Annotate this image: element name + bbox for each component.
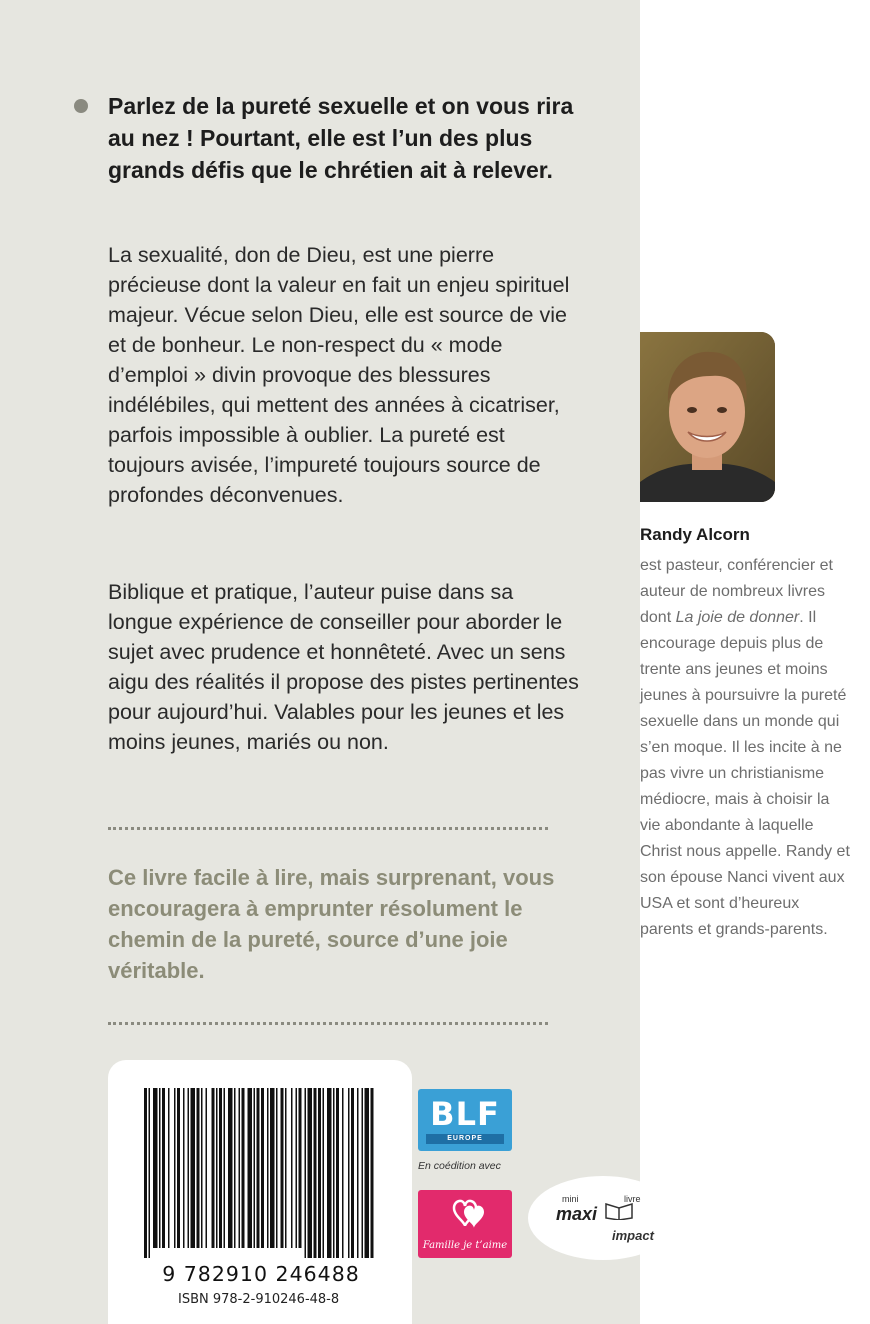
barcode-bar	[257, 1088, 260, 1248]
barcode-bar	[224, 1088, 226, 1248]
barcode-bar	[201, 1088, 203, 1248]
author-bio-start: est pasteur, conférencier et auteur de nombreux livres dont	[640, 557, 833, 626]
author-bio-end: . Il encourage depuis plus de trente ans jeunes et moins jeunes à poursuivre la pureté sexuelle dans un monde qui s’en moque. Il les incite à ne pas vivre un christianisme médiocre, mais à choisir la vie abondante à laquelle Christ nous appelle. Randy et son épouse Nanci vivent aux USA et sont d’heureux parents et grands-parents.	[640, 609, 850, 938]
barcode-bar	[248, 1088, 253, 1248]
series-logo-mini: mini	[562, 1194, 579, 1204]
barcode-bar	[177, 1088, 180, 1248]
barcode-bar	[291, 1088, 293, 1248]
barcode-bar	[219, 1088, 222, 1248]
barcode-bar	[365, 1088, 370, 1258]
dotted-divider	[108, 827, 548, 830]
barcode-bar	[261, 1088, 264, 1248]
series-logo	[528, 1176, 678, 1260]
author-photo	[640, 332, 775, 502]
barcode-bar	[216, 1088, 218, 1248]
barcode-bar	[206, 1088, 208, 1248]
barcode-bar	[270, 1088, 275, 1248]
barcode-bar	[362, 1088, 364, 1258]
famille-logo	[418, 1190, 512, 1258]
barcode-bar	[228, 1088, 233, 1248]
barcode-bar	[168, 1088, 170, 1248]
barcode-bar	[342, 1088, 344, 1258]
barcode-bar	[144, 1088, 147, 1258]
barcode-bar	[318, 1088, 321, 1258]
barcode-bar	[254, 1088, 256, 1248]
barcode-bar	[162, 1088, 165, 1248]
barcode-bar	[281, 1088, 284, 1248]
description-paragraph-1: La sexualité, don de Dieu, est une pierre précieuse dont la valeur en fait un enjeu spirituel majeur. Vécue selon Dieu, elle est source de vie et de bonheur. Le non-respect du « mode d’emploi » divin provoque des blessures indélébiles, qui mettent des années à cicatriser, parfois impossible à oublier. La pureté est toujours avisée, l’impureté toujours source de profondes déconvenues.	[108, 243, 570, 507]
barcode-area	[108, 1060, 412, 1324]
highlight-text: Ce livre facile à lire, mais surprenant, vous encouragera à emprunter résolument le chemin de la pureté, source d’une joie véritable.	[108, 865, 555, 983]
ean-number: 9 782910 246488	[162, 1262, 360, 1286]
barcode-bar	[371, 1088, 374, 1258]
blf-logo-subtext: EUROPE	[426, 1134, 504, 1144]
barcode-bar	[348, 1088, 350, 1258]
barcode-bar	[188, 1088, 190, 1248]
barcode-bar	[234, 1088, 236, 1248]
barcode-bar	[153, 1088, 158, 1248]
barcode	[142, 1088, 378, 1258]
book-title: La joie de donner	[675, 609, 800, 626]
barcode-bar	[267, 1088, 269, 1248]
series-logo-livre: livre	[624, 1194, 641, 1204]
barcode-bar	[299, 1088, 302, 1248]
blf-logo	[418, 1089, 512, 1151]
barcode-bar	[159, 1088, 161, 1248]
barcode-bar	[333, 1088, 335, 1258]
isbn-number: ISBN 978-2-910246-48-8	[178, 1292, 340, 1307]
barcode-bar	[308, 1088, 313, 1258]
hearts-icon	[418, 1190, 512, 1240]
barcode-bar	[174, 1088, 176, 1248]
barcode-bar	[197, 1088, 200, 1248]
barcode-bar	[149, 1088, 151, 1258]
author-portrait	[640, 332, 775, 502]
series-logo-impact: impact	[612, 1228, 654, 1243]
description-paragraph-2: Biblique et pratique, l’auteur puise dans sa longue expérience de conseiller pour aborder le sujet avec prudence et honnêteté. Avec un sens aigu des réalités il propose des pistes pertinentes pour aujourd’hui. Valables pour les jeunes et les moins jeunes, mariés ou non.	[108, 580, 579, 754]
blf-logo-text: BLF	[430, 1095, 500, 1133]
barcode-bar	[212, 1088, 215, 1248]
barcode-bar	[336, 1088, 339, 1258]
barcode-bar	[357, 1088, 359, 1258]
famille-logo-text: Famille je t’aime	[422, 1240, 508, 1251]
barcode-bar	[285, 1088, 287, 1248]
bullet-dot	[74, 99, 88, 113]
barcode-bar	[323, 1088, 325, 1258]
barcode-bar	[296, 1088, 298, 1248]
lead-text: Parlez de la pureté sexuelle et on vous rira au nez ! Pourtant, elle est l’un des plus grands défis que le chrétien ait à relever.	[108, 93, 574, 183]
barcode-bar	[183, 1088, 185, 1248]
barcode-bar	[351, 1088, 354, 1258]
barcode-bar	[239, 1088, 241, 1248]
author-bio	[640, 553, 850, 943]
barcode-bar	[327, 1088, 332, 1258]
series-logo-maxi: maxi	[556, 1204, 598, 1224]
barcode-bar	[276, 1088, 278, 1248]
dotted-divider	[108, 1022, 548, 1025]
barcode-bar	[242, 1088, 245, 1248]
barcode-bar	[191, 1088, 196, 1248]
barcode-bar	[305, 1088, 307, 1258]
author-name: Randy Alcorn	[640, 525, 750, 544]
barcode-bar	[314, 1088, 317, 1258]
coedition-label: En coédition avec	[418, 1160, 501, 1172]
